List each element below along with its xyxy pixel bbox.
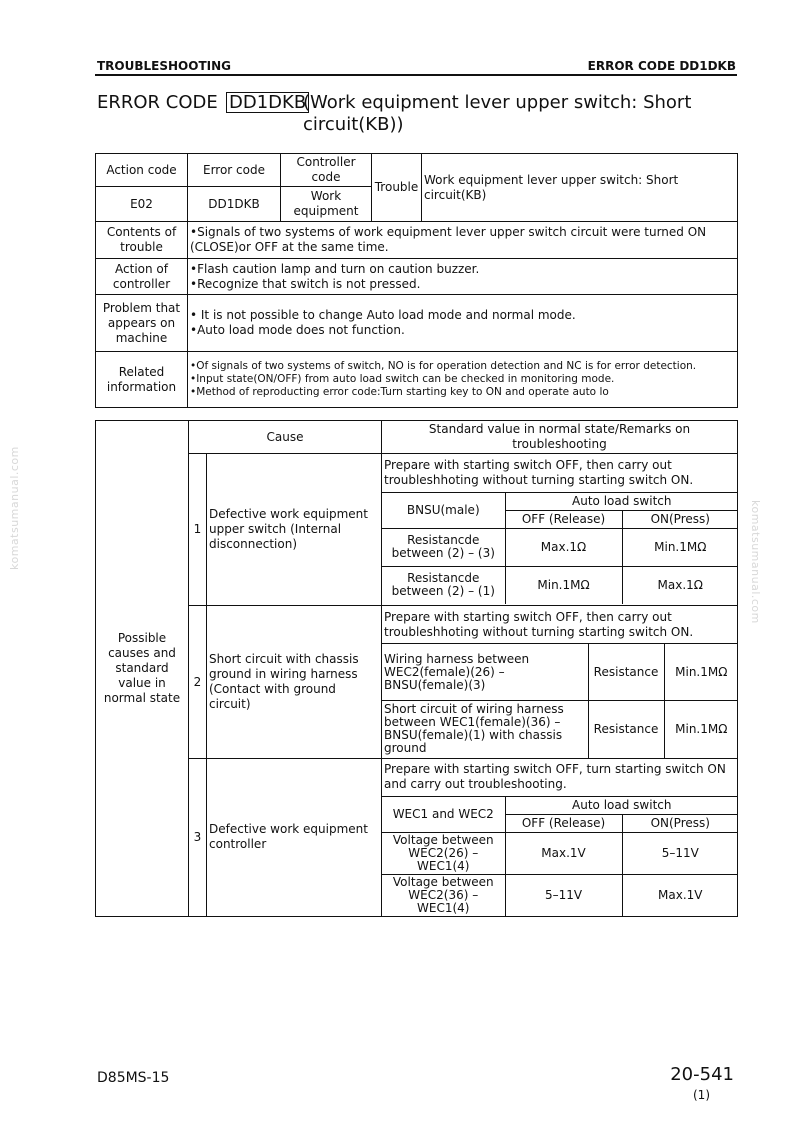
row-text-contents xyxy=(188,222,738,259)
row-text-action xyxy=(188,259,738,295)
measure-off-value: Max.1Ω xyxy=(505,528,622,566)
footer-model: D85MS-15 xyxy=(97,1070,170,1086)
standard-subtable xyxy=(382,759,738,916)
standard-subtable xyxy=(382,607,738,758)
problem-line: • It is not possible to change Auto load mode and normal mode. xyxy=(190,308,576,322)
summary-table xyxy=(95,153,738,408)
title-code-box: DD1DKB xyxy=(226,92,309,113)
col-standard: Standard value in normal state/Remarks on troubleshooting xyxy=(382,421,738,454)
causes-side-label: Possible causes and standard value in normal state xyxy=(96,421,189,917)
measure-off-value: 5–11V xyxy=(505,874,622,916)
title-description: (Work equipment lever upper switch: Short circuit(KB)) xyxy=(303,92,692,135)
cause-text: Short circuit with chassis ground in wiring harness (Contact with ground circuit) xyxy=(207,606,382,759)
footer-page-number: 20-541 xyxy=(670,1064,734,1085)
standard-cell xyxy=(382,454,738,606)
measure-item: Resistancde between (2) – (1) xyxy=(382,566,505,604)
on-label: ON(Press) xyxy=(622,814,738,832)
standard-subtable xyxy=(382,455,738,604)
footer-revision: (1) xyxy=(693,1088,710,1102)
standard-cell xyxy=(382,759,738,917)
connector-label: BNSU(male) xyxy=(382,492,505,528)
measure-type: Resistance xyxy=(588,644,664,701)
off-label: OFF (Release) xyxy=(505,510,622,528)
action-code-value: E02 xyxy=(96,187,188,222)
prepare-note: Prepare with starting switch OFF, then carry out troubleshhoting without turning starting switch ON. xyxy=(382,455,738,492)
standard-cell xyxy=(382,606,738,759)
cause-text: Defective work equipment controller xyxy=(207,759,382,917)
row-text-related xyxy=(188,352,738,408)
measure-on-value: Max.1Ω xyxy=(622,566,738,604)
row-label-problem: Problem that appears on machine xyxy=(96,295,188,352)
measure-item: Voltage between WEC2(36) – WEC1(4) xyxy=(382,874,505,916)
col-controller-code: Controller code xyxy=(281,154,372,187)
header-section-title: TROUBLESHOOTING xyxy=(97,59,231,73)
measure-value: Min.1MΩ xyxy=(664,701,738,758)
controller-code-value: Work equipment xyxy=(281,187,372,222)
cause-text: Defective work equipment upper switch (Internal disconnection) xyxy=(207,454,382,606)
related-line: •Of signals of two systems of switch, NO is for operation detection and NC is for error detection. xyxy=(190,360,697,372)
cause-number: 3 xyxy=(189,759,207,917)
switch-label: Auto load switch xyxy=(505,492,738,510)
trouble-label: Trouble xyxy=(372,154,422,222)
measure-type: Resistance xyxy=(588,701,664,758)
contents-line: •Signals of two systems of work equipment lever upper switch circuit were turned ON (CLOSE)or OFF at the same time. xyxy=(190,225,707,254)
causes-table xyxy=(95,420,738,917)
error-code-value: DD1DKB xyxy=(188,187,281,222)
measure-item: Wiring harness between WEC2(female)(26) – BNSU(female)(3) xyxy=(382,644,588,701)
measure-on-value: 5–11V xyxy=(622,832,738,874)
cause-number: 1 xyxy=(189,454,207,606)
action-line: •Recognize that switch is not pressed. xyxy=(190,276,421,291)
row-text-problem xyxy=(188,295,738,352)
watermark-right: komatsumanual.com xyxy=(749,500,762,624)
related-line: •Method of reproducting error code:Turn starting key to ON and operate auto lo xyxy=(190,386,609,398)
measure-item: Voltage between WEC2(26) – WEC1(4) xyxy=(382,832,505,874)
header-rule xyxy=(95,74,737,76)
col-error-code: Error code xyxy=(188,154,281,187)
col-cause: Cause xyxy=(189,421,382,454)
off-label: OFF (Release) xyxy=(505,814,622,832)
prepare-note: Prepare with starting switch OFF, then carry out troubleshhoting without turning starting switch ON. xyxy=(382,607,738,644)
trouble-text: Work equipment lever upper switch: Short circuit(KB) xyxy=(422,154,738,222)
measure-off-value: Max.1V xyxy=(505,832,622,874)
watermark-left: komatsumanual.com xyxy=(8,446,21,570)
connector-label: WEC1 and WEC2 xyxy=(382,796,505,832)
measure-on-value: Min.1MΩ xyxy=(622,528,738,566)
problem-line: •Auto load mode does not function. xyxy=(190,323,405,337)
prepare-note: Prepare with starting switch OFF, turn starting switch ON and carry out troubleshooting. xyxy=(382,759,738,796)
measure-off-value: Min.1MΩ xyxy=(505,566,622,604)
action-line: •Flash caution lamp and turn on caution buzzer. xyxy=(190,261,480,276)
measure-on-value: Max.1V xyxy=(622,874,738,916)
header-error-code: ERROR CODE DD1DKB xyxy=(587,59,736,73)
cause-number: 2 xyxy=(189,606,207,759)
related-line: •Input state(ON/OFF) from auto load switch can be checked in monitoring mode. xyxy=(190,373,615,385)
switch-label: Auto load switch xyxy=(505,796,738,814)
on-label: ON(Press) xyxy=(622,510,738,528)
col-action-code: Action code xyxy=(96,154,188,187)
row-label-action: Action of controller xyxy=(96,259,188,295)
measure-item: Resistancde between (2) – (3) xyxy=(382,528,505,566)
row-label-related: Related information xyxy=(96,352,188,408)
measure-value: Min.1MΩ xyxy=(664,644,738,701)
row-label-contents: Contents of trouble xyxy=(96,222,188,259)
measure-item: Short circuit of wiring harness between WEC1(female)(36) – BNSU(female)(1) with chassis ground xyxy=(382,701,588,758)
title-lead: ERROR CODE xyxy=(97,92,218,113)
